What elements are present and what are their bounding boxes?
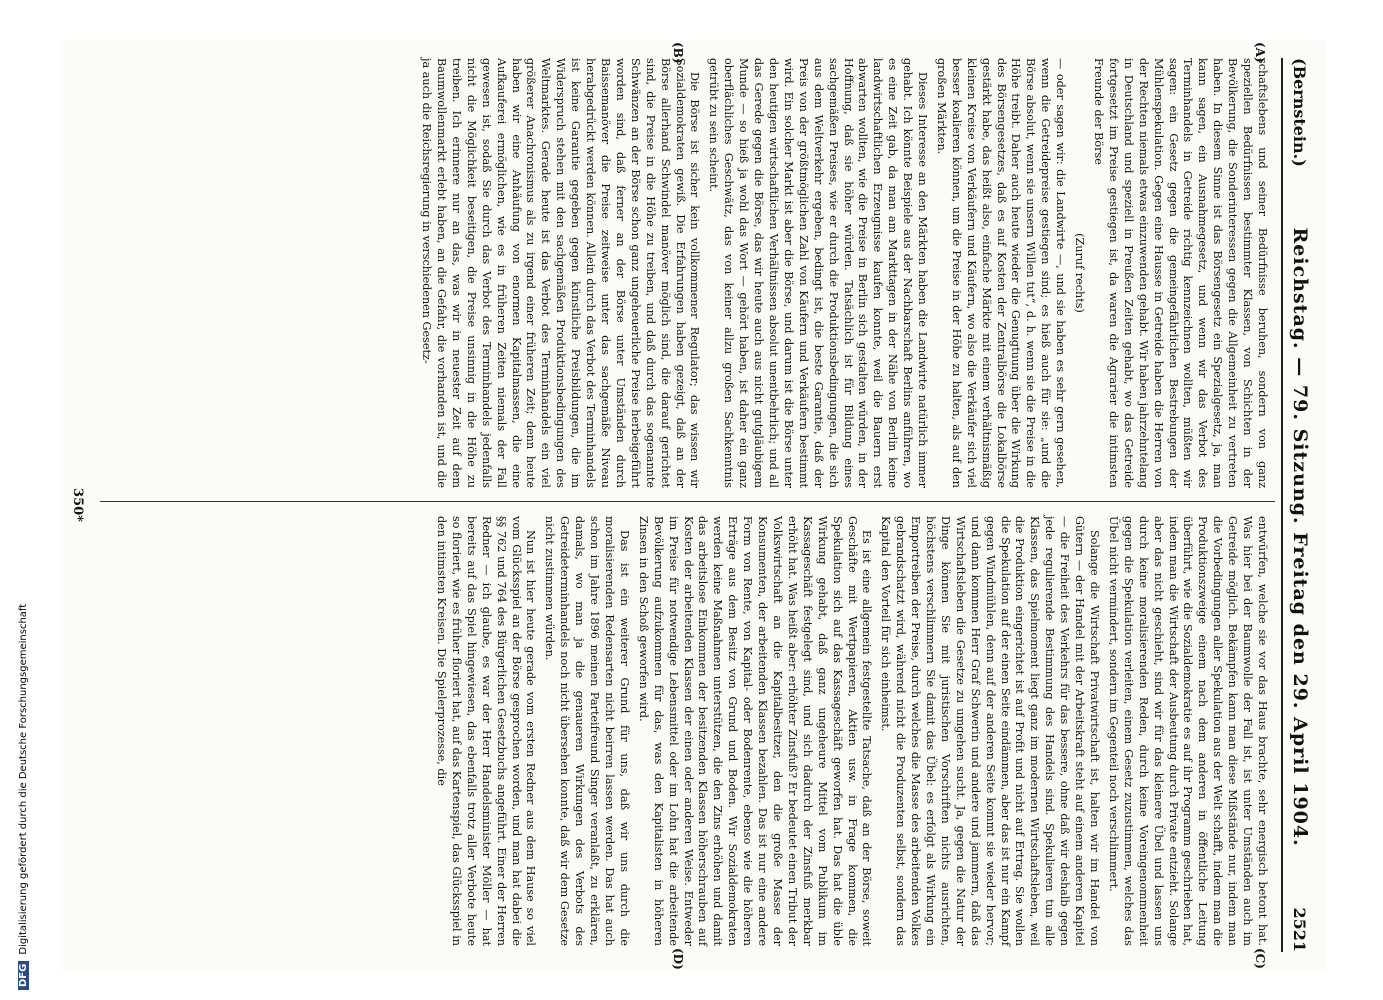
speaker-label: (Bernstein.) bbox=[1290, 58, 1310, 167]
right-column bbox=[100, 516, 1269, 946]
margin-marker-c: (C) bbox=[1253, 948, 1267, 969]
margin-marker-d: (D) bbox=[671, 948, 685, 970]
credit-text bbox=[18, 0, 29, 990]
margin-marker-b: (B) bbox=[671, 42, 685, 64]
page-number: 2521 bbox=[1290, 907, 1310, 952]
left-paragraph: Die Börse ist sicher kein vollkommener Regulator; das wissen wir Sozialdemokraten gewiß. Die Erfahrungen haben gezeigt, daß an der Börse allerhand Schwindel manöver möglich sind, die darauf gerichtet sind, die Preise in die Höhe zu treiben, und daß durch das sogenannte Schwänzen an der Börse schon ganz ungeheuerliche Preise herbeigeführt worden sind, daß ferner an der Börse unter Umständen durch Baissemanöver die Preise zeitweise unter das sachgemäße Niveau herabgedrückt werden können. Allein durch das Verbot des Terminhandels ist keine Garantie gegeben gegen künstliche Preisbildungen, die im Widerspruch stehen mit den sachgemäßen Produktionsbedingungen des Weltmarktes. Gerade heute ist das Verbot des Terminhandels ein viel größerer Anachronismus als zu irgend einer früheren Zeit; denn heute haben wir eine Anhäufung von enormen Kapitalmassen, die eine Aufkauferei ermöglichen, wie es in früheren Zeiten niemals der Fall gewesen ist, sodaß Sie durch das Verbot des Terminhandels jedenfalls nicht die Möglichkeit beseitigen, die Preise unsinnig in die Höhe zu treiben. Ich erinnere nur an das, was wir in neuester Zeit auf dem Baumwollenmarkt erlebt haben, an die Gefahr, die vorhanden ist, und die ja auch die Reichsregierung in verschiedenen Gesetz- bbox=[420, 58, 702, 488]
left-paragraph: Dieses Interesse an den Märkten haben die Landwirte natürlich immer gehabt. Ich könnte Beispiele aus der Nachbarschaft Berlins anführen, wo es eine Zeit gab, da man am Markttagen in der Nähe von Berlin keine landwirtschaftlichen Erzeugnisse kaufen konnte, weil die Bauern erst abwarten wollten, wie die Preise in Berlin sich gestalten würden, in der Hoffnung, daß sie höher würden. Tatsächlich ist für Bildung eines sachgemäßen Preises, wie er durch die Produktionsbedingungen, die sich aus dem Weltverkehr ergeben, bedingt ist, die beste Garantie, daß der Preis von der größtmöglichen Zahl von Käufern und Verkäufern bestimmt wird. Ein solcher Markt ist aber die Börse, und darum ist die Börse unter den heutigen wirtschaftlichen Verhältnissen absolut unentbehrlich; und all das Gerede gegen die Börse, das wir heute auch aus nicht gutgläubigem Munde — so hieß ja wohl das Wort — gehört haben, ist daher ein ganz oberflächliches Geschwätz, das von keiner allzu großen Sachkenntnis getrübt zu sein scheint. bbox=[707, 58, 930, 488]
scanned-page bbox=[60, 40, 1325, 970]
right-paragraph: Nun ist hier heute gerade vom ersten Redner aus dem Hause so viel vom Glücksspiel an der Börse gesprochen worden, und man hat dabei die §§ 762 und 764 des Bürgerlichen Gesetzbuchs angeführt. Einer der Herren Redner — ich glaube, es war der Herr Handelsminister Möller — hat bereits auf das Spiel hingewiesen, das ebenfalls trotz aller Verbote heute so floriert, wie es früher floriert hat, auf das Kartenspiel, das Glücksspiel in den intimsten Kreisen. Die Spielerprozesse, die bbox=[435, 516, 538, 946]
right-paragraph: Es ist eine allgemein festgestellte Tatsache, daß an der Börse, soweit Geschäfte mit Wertpapieren, Aktien usw. in Frage kommen, die Spekulation sich auf das Kassageschäft geworfen hat. Das hat die üble Wirkung gehabt, daß ganz ungeheure Mittel vom Publikum im Kassageschäft festgelegt sind, und sich dadurch der Zinsfuß merkbar erhöht hat. Was heißt aber: erhöhter Zinsfuß? Er bedeutet einen Tribut der Volkswirtschaft an die Kapitalbesitzer, den die große Masse der Konsumenten, der arbeitenden Klassen bezahlen. Das ist nur eine andere Form von Rente, von Kapital- oder Bodenrente, ebenso wie die höheren Erträge aus dem Besitz von Grund und Boden. Wir Sozialdemokraten werden keine Maßnahmen unterstützen, die den Zins erhöhen und damit das arbeitslose Einkommen der besitzenden Klassen höherschrauben auf Kosten der arbeitenden Klassen der einen oder anderen Weise. Entweder im Preise für notwendige Lebensmittel oder im Lohn hat die arbeitende Bevölkerung aufzukommen für das, was den Kapitalisten in höheren Zinsen in den Schoß geworfen wird. bbox=[636, 516, 874, 946]
credit-label: Digitalisierung gefördert durch die Deutsche Forschungsgemeinschaft bbox=[18, 603, 29, 955]
rotated-page-content bbox=[60, 40, 1325, 970]
right-paragraph: Das ist ein weiterer Grund für uns, daß wir uns durch die moralisierenden Redensarten nicht beirren lassen werden. Das hat auch schon im Jahre 1896 meinen Parteifreund Singer veranlaßt, zu erklären, damals, wo man ja die genaueren Wirkungen des Verbots des Getreideterminhandels noch nicht übersehen konnte, daß wir dem Gesetze nicht zustimmen würden. bbox=[543, 516, 631, 946]
margin-marker-a: (A) bbox=[1253, 42, 1267, 63]
right-paragraph: Solange die Wirtschaft Privatwirtschaft ist, halten wir im Handel von Gütern — der Handel mit der Arbeitskraft steht auf einem anderen Kapitel — die Freiheit des Verkehrs für das bessere, ohne daß wir deshalb gegen jede regulierende Bestimmung des Handels sind. Spekulieren tun alle Klassen, das Spielmoment liegt ganz im modernen Wirtschaftsleben, weil die Produktion eingerichtet ist auf Profit und nicht auf Ertrag. Sie wollen die Spekulation auf der einen Seite eindämmen, aber das ist nur ein Kampf gegen Windmühlen, denn auf der anderen Seite kommt sie wieder hervor; und dann kommen Herr Graf Schwerin und andere und jammern, daß das Wirtschaftsleben die Gesetze zu umgehen sucht. Ja, gegen die Natur der Dinge können Sie mit juristischen Vorschriften nichts ausrichten, höchstens verschlimmern Sie damit das Übel: es erfolgt als Wirkung ein Emportreiben der Preise, durch welches die Masse des arbeitenden Volkes gebrandschatzt wird, während nicht die Produzenten selbst, sondern das Kapital den Vorteil für sich einheimst. bbox=[879, 516, 1102, 946]
dfg-logo-icon: DFG bbox=[18, 961, 29, 990]
right-paragraph: entwürfen, welche sie vor das Haus brachte, sehr energisch betont hat. Was hier bei der Baumwolle der Fall ist, ist unter Umständen auch im Getreide möglich. Bekämpfen kann man diese Mißstände nur, indem man die Vorbedingungen aller Spekulation aus der Welt schafft, indem man die Produktionszweige einem nach dem anderen in öffentliche Leitung überführt, wie die Sozialdemokratie es auf ihr Programm geschrieben hat, indem man die Wirtschaft der Ausbeutung durch Private entzieht. Solange aber das nicht geschieht, sind wir für das kleinere Übel und lassen uns durch keine moralisierenden Reden, durch keine Voreingenommenheit gegen die Spekulation verleiten, einem Gesetz zuzustimmen, welches das Übel nicht vermindert, sondern im Gegenteil noch verschlimmert. bbox=[1106, 516, 1269, 946]
left-column bbox=[100, 58, 1269, 488]
running-title: Reichstag. — 79. Sitzung. Freitag den 29. April 1904. bbox=[1289, 227, 1311, 847]
page-footer-signature: 350* bbox=[70, 488, 85, 522]
column-divider bbox=[100, 501, 1275, 502]
left-paragraph: — oder sagen wir: die Landwirte —, und sie haben es sehr gern gesehen, wenn die Getreidepreise gestiegen sind; es hieß auch für sie: „und die Börse absolut, wenn sie unsern Willen tut“, d. h. wenn sie die Preise in die Höhe treibt. Daher auch heute wieder die Genugtuung über die Wirkung des Börsengesetzes, daß es auf Kosten der Zentralbörse die Lokalbörse gestärkt habe, das heißt also, einfache Märkte mit einem verhältnismäßig kleinen Kreise von Verkäufern und Käufern, wo also die Verkäufer sich viel besser koalieren können, um die Preise in der Höhe zu halten, als auf den großen Märkten. bbox=[934, 58, 1068, 488]
left-paragraph: (Zuruf rechts) bbox=[1073, 233, 1087, 313]
left-paragraph: schaftslebens und seiner Bedürfnisse beruhen, sondern von ganz speziellen Bedürfnissen bestimmter Klassen, von Schichten in der Bevölkerung, die Sonderinteressen gegen die Allgemeinheit zu vertreten haben. In diesem Sinne ist das Börsengesetz ein Spezialgesetz, ja, man kann sagen, ein Ausnahmegesetz, und wenn wir das Verbot des Terminhandels in Getreide richtig kennzeichnen wollten, müßten wir sagen: ein Gesetz gegen die gemeingefährlichen Bestrebungen der Mühlenspekulation. Gegen eine Hausse in Getreide haben die Herren von der Rechten niemals etwas einzuwenden gehabt. Wir haben jahrzehntelang in Deutschland und speziell in Preußen Zeiten gehabt, wo das Getreide fortgesetzt im Preise gestiegen ist, da waren die Agrarier die intimsten Freunde der Börse bbox=[1092, 58, 1269, 488]
page-header bbox=[1281, 58, 1317, 952]
digitization-credit bbox=[0, 0, 40, 1000]
